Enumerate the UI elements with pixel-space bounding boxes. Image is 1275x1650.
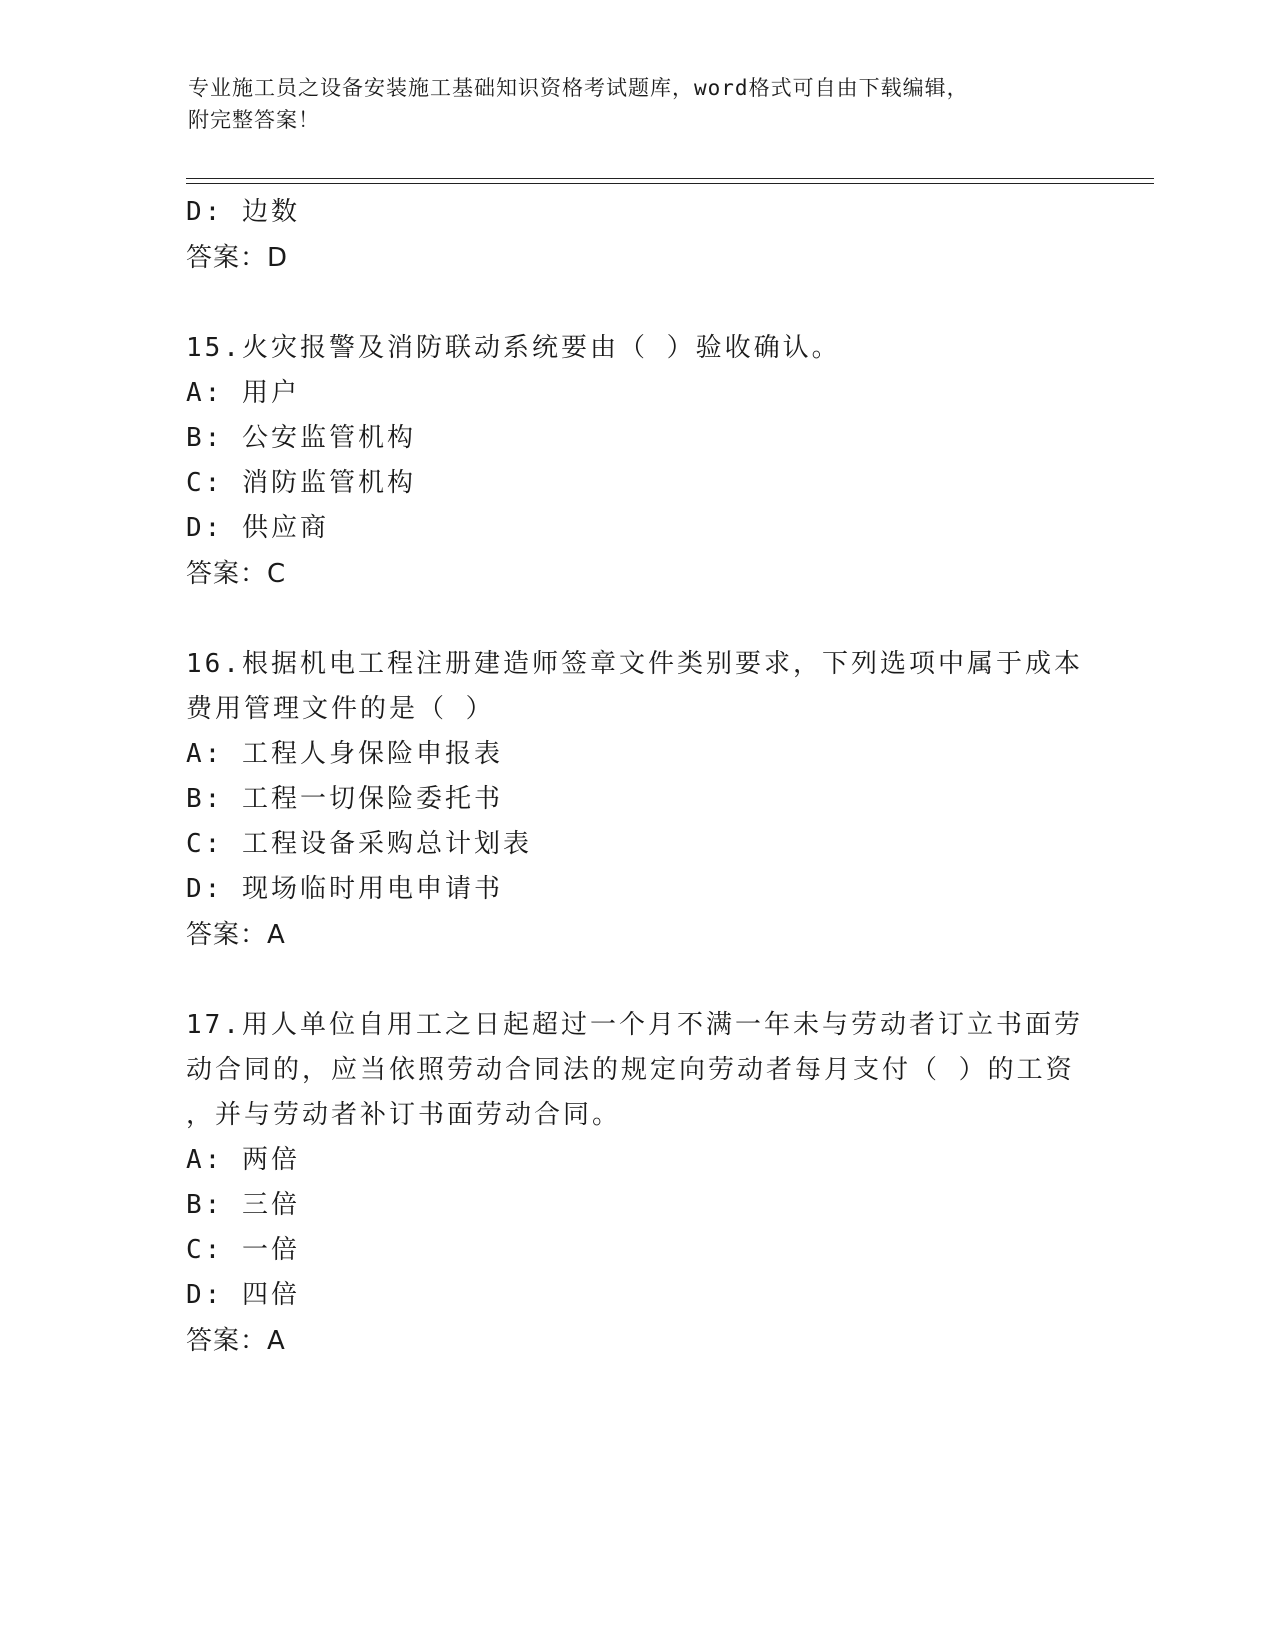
option-c: C: 工程设备采购总计划表 (186, 829, 532, 859)
question-16 (186, 642, 1086, 958)
question-17 (186, 1003, 1086, 1364)
option-a: A: 用户 (186, 378, 300, 408)
header-divider-bottom (186, 183, 1154, 184)
header-divider-top (186, 178, 1154, 179)
option-d: D: 现场临时用电申请书 (186, 874, 503, 904)
answer-line: 答案：D (186, 243, 289, 273)
spacer (186, 597, 1086, 642)
spacer (186, 958, 1086, 1003)
answer-line: 答案：C (186, 559, 287, 589)
option-a: A: 两倍 (186, 1145, 300, 1175)
option-b: B: 公安监管机构 (186, 423, 416, 453)
question-stem-line: 17.用人单位自用工之日起超过一个月不满一年未与劳动者订立书面劳 (186, 1010, 1083, 1040)
question-stem-line: 动合同的，应当依照劳动合同法的规定向劳动者每月支付（ ）的工资 (186, 1055, 1075, 1085)
question-stem-line: 费用管理文件的是（ ） (186, 694, 495, 724)
header-title-line-1: 专业施工员之设备安装施工基础知识资格考试题库，word格式可自由下载编辑， (188, 76, 969, 100)
question-stem-line: 16.根据机电工程注册建造师签章文件类别要求，下列选项中属于成本 (186, 649, 1083, 679)
header-title-line-2: 附完整答案！ (188, 108, 320, 132)
option-b: B: 工程一切保险委托书 (186, 784, 503, 814)
option-b: B: 三倍 (186, 1190, 300, 1220)
option-c: C: 消防监管机构 (186, 468, 416, 498)
question-list (186, 190, 1086, 1364)
option-c: C: 一倍 (186, 1235, 300, 1265)
option-d: D: 供应商 (186, 513, 329, 543)
page-header (188, 72, 1088, 136)
question-stem-line: ，并与劳动者补订书面劳动合同。 (186, 1100, 622, 1130)
question-stem-line: 15.火灾报警及消防联动系统要由（ ）验收确认。 (186, 333, 841, 363)
answer-line: 答案：A (186, 1326, 286, 1356)
option-d: D: 四倍 (186, 1280, 300, 1310)
option-a: A: 工程人身保险申报表 (186, 739, 503, 769)
spacer (186, 281, 1086, 326)
answer-line: 答案：A (186, 920, 286, 950)
previous-question-tail (186, 190, 1086, 281)
question-15 (186, 326, 1086, 597)
option-d: D: 边数 (186, 197, 300, 227)
